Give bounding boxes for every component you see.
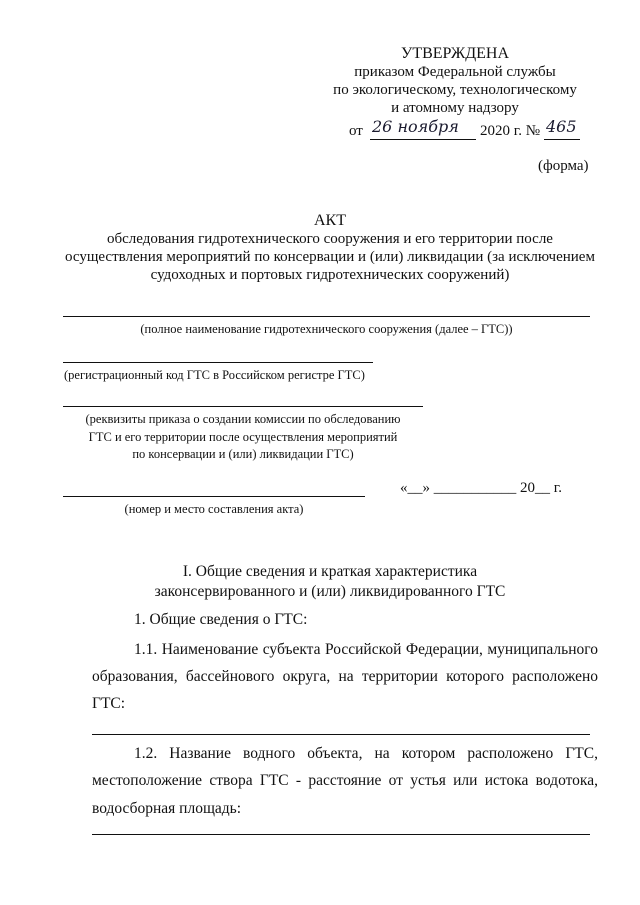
act-subtitle-line-1: обследования гидротехнического сооружения и его территории после (107, 231, 553, 247)
full-name-line (63, 316, 590, 317)
approval-title: УТВЕРЖДЕНА (400, 45, 509, 62)
approval-line-3: и атомному надзору (391, 100, 519, 116)
item-1-1-line-1: 1.1. Наименование субъекта Российской Федерации, муниципального (134, 641, 598, 658)
act-subtitle-line-3: судоходных и портовых гидротехнических сооружений) (150, 267, 510, 283)
item-1-2-answer-line (92, 834, 590, 835)
item-1: 1. Общие сведения о ГТС: (134, 611, 308, 628)
number-underline (544, 139, 580, 140)
date-underline (370, 139, 476, 140)
reg-code-caption: (регистрационный код ГТС в Российском регистре ГТС) (64, 368, 365, 382)
full-name-caption: (полное наименование гидротехнического сооружения (далее – ГТС)) (140, 322, 513, 336)
order-caption-line-2: ГТС и его территории после осуществления мероприятий (88, 430, 398, 444)
number-place-line (63, 496, 365, 497)
section-heading-line-2: законсервированного и (или) ликвидированного ГТС (154, 583, 506, 600)
order-caption-line-3: по консервации и (или) ликвидации ГТС) (132, 447, 354, 461)
act-subtitle-line-2: осуществления мероприятий по консервации и (или) ликвидации (за исключением (65, 249, 595, 265)
order-caption-line-1: (реквизиты приказа о создании комиссии по обследованию (85, 412, 401, 426)
date-blank: «__» ___________ 20__ г. (400, 480, 562, 496)
item-1-1-line-2: образования, бассейнового округа, на территории которого расположено (92, 668, 598, 685)
section-heading-line-1: I. Общие сведения и краткая характеристика (182, 563, 478, 580)
approval-line-2: по экологическому, технологическому (333, 82, 577, 98)
item-1-1-answer-line (92, 734, 590, 735)
reg-code-line (63, 362, 373, 363)
order-details-line (63, 406, 423, 407)
approval-line-1: приказом Федеральной службы (354, 64, 556, 80)
item-1-2-line-1: 1.2. Название водного объекта, на котором расположено ГТС, (134, 745, 598, 762)
number-place-caption: (номер и место составления акта) (124, 502, 304, 516)
item-1-2-line-3: водосборная площадь: (92, 800, 242, 817)
item-1-2-line-2: местоположение створа ГТС - расстояние от устья или истока водотока, (92, 772, 598, 789)
approval-year: 2020 г. № (480, 123, 541, 139)
form-label: (форма) (538, 158, 589, 174)
approval-date-prefix: от (349, 123, 363, 139)
item-1-1-line-3: ГТС: (92, 695, 126, 712)
act-title: АКТ (314, 212, 346, 229)
approval-number-handwritten: 465 (546, 117, 577, 136)
approval-date-handwritten: 26 ноября (372, 117, 459, 136)
